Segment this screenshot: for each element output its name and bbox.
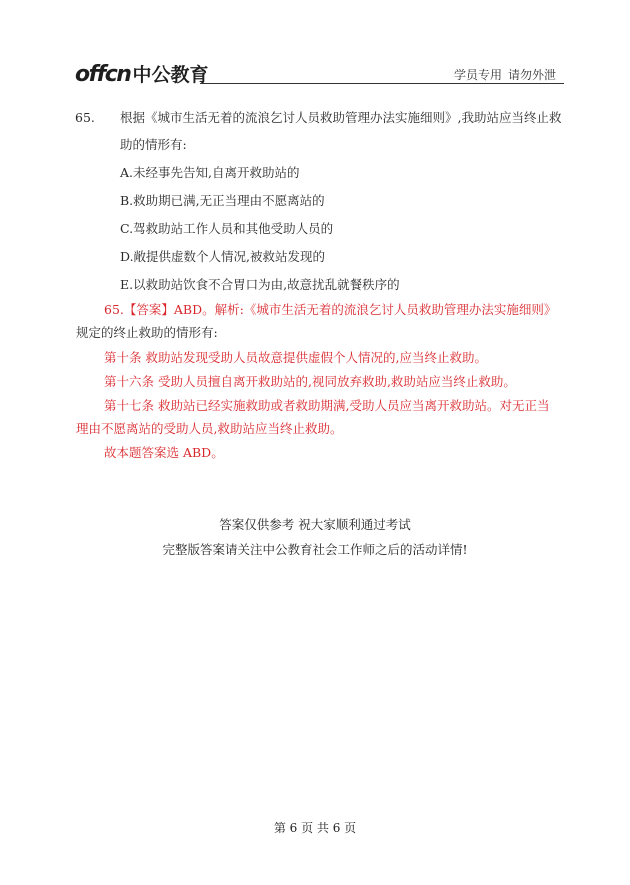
answer-line-7: 故本题答案选 ABD。 <box>104 445 224 460</box>
question-stem-line-1: 根据《城市生活无着的流浪乞讨人员救助管理办法实施细则》,我助站应当终止救 <box>120 110 562 125</box>
header-notice-students-only: 学员专用 <box>453 68 502 82</box>
page-number: 第 6 页 共 6 页 <box>273 821 357 835</box>
header-notice-do-not-leak: 请勿外泄 <box>507 68 556 82</box>
option-e: E.以救助站饮食不合胃口为由,故意扰乱就餐秩序的 <box>120 277 400 292</box>
answer-line-1: 65.【答案】ABD。解析:《城市生活无着的流浪乞讨人员救助管理办法实施细则》 <box>104 302 557 317</box>
answer-line-5: 第十七条 救助站已经实施救助或者救助期满,受助人员应当离开救助站。对无正当 <box>104 398 550 413</box>
answer-line-4: 第十六条 受助人员擅自离开救助站的,视同放弃救助,救助站应当终止救助。 <box>104 374 516 389</box>
answer-line-6: 理由不愿离站的受助人员,救助站应当终止救助。 <box>76 421 343 436</box>
question-stem-line-2: 助的情形有: <box>120 137 187 152</box>
answer-line-3: 第十条 救助站发现受助人员故意提供虚假个人情况的,应当终止救助。 <box>104 350 487 365</box>
footer-follow-notice: 完整版答案请关注中公教育社会工作师之后的活动详情! <box>162 542 468 557</box>
question-number: 65. <box>75 110 95 125</box>
option-d: D.敞提供虚数个人情况,被救站发现的 <box>120 249 326 264</box>
option-b: B.救助期已满,无正当理由不愿离站的 <box>120 193 325 208</box>
header-rule <box>200 83 564 84</box>
footer-disclaimer: 答案仅供参考 祝大家顺利通过考试 <box>219 517 411 532</box>
page-header <box>75 60 564 88</box>
offcn-logo <box>75 60 208 86</box>
logo-chinese-text: 中公教育 <box>132 64 209 86</box>
option-a: A.未经事先告知,自离开救助站的 <box>120 165 300 180</box>
answer-line-2: 规定的终止救助的情形有: <box>76 325 218 340</box>
header-notice <box>454 66 556 83</box>
option-c: C.驾救助站工作人员和其他受助人员的 <box>120 221 334 236</box>
logo-latin-text: offcn <box>75 62 131 87</box>
